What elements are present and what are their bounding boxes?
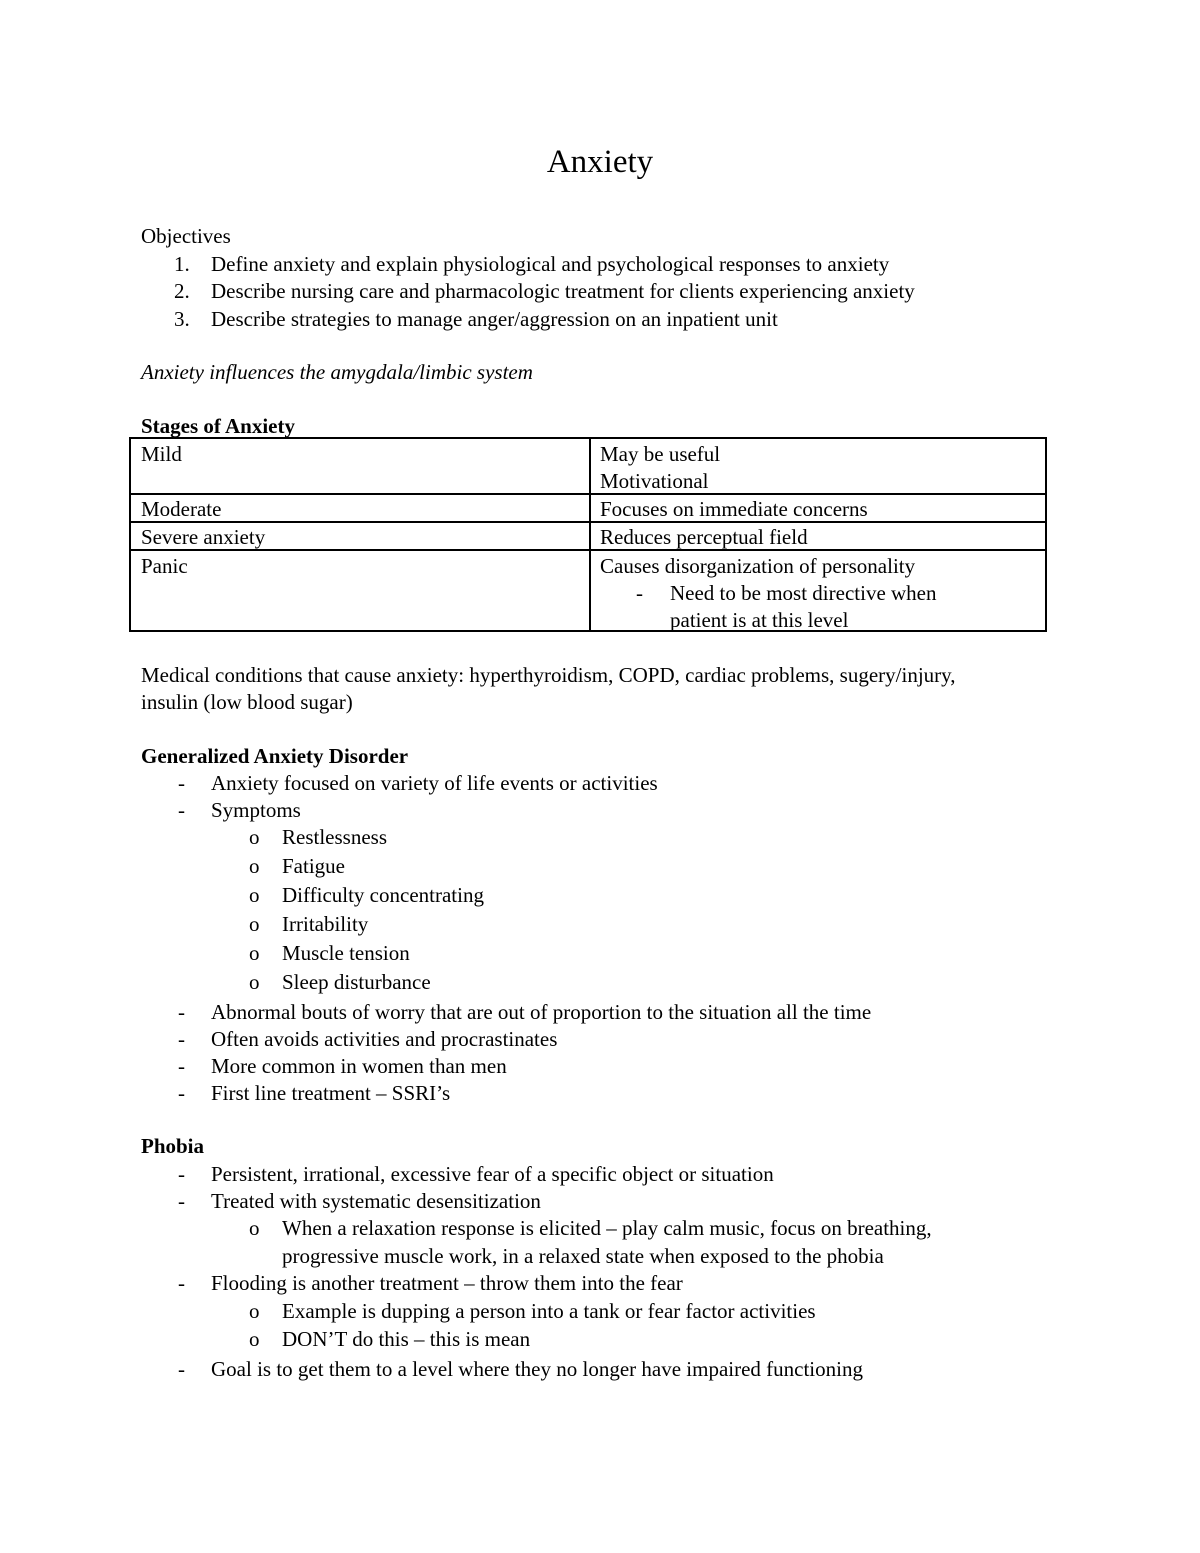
list-item: Persistent, irrational, excessive fear of a specific object or situation (211, 1162, 774, 1186)
list-item: Anxiety focused on variety of life events or activities (211, 771, 658, 795)
bullet-circle: o (249, 854, 260, 878)
list-item: Symptoms (211, 798, 301, 822)
stages-heading: Stages of Anxiety (141, 414, 295, 438)
table-cell-subitem: Need to be most directive when (670, 581, 937, 605)
symptom-item: Sleep disturbance (282, 970, 431, 994)
bullet-circle: o (249, 1327, 260, 1351)
bullet-circle: o (249, 883, 260, 907)
table-row-divider (131, 521, 1045, 523)
sub-list-item: DON’T do this – this is mean (282, 1327, 531, 1351)
bullet-dash: - (178, 1189, 185, 1213)
list-item: Treated with systematic desensitization (211, 1189, 541, 1213)
bullet-dash: - (178, 1054, 185, 1078)
table-cell-desc: Focuses on immediate concerns (600, 497, 868, 521)
list-item: Describe nursing care and pharmacologic treatment for clients experiencing anxiety (211, 279, 915, 303)
table-cell-desc: Causes disorganization of personality (600, 554, 916, 578)
table-cell-desc: Reduces perceptual field (600, 525, 808, 549)
table-cell-desc: May be useful (600, 442, 721, 466)
bullet-circle: o (249, 1299, 260, 1323)
bullet-dash: - (178, 1271, 185, 1295)
bullet-dash: - (178, 1357, 185, 1381)
medical-conditions-line: Medical conditions that cause anxiety: hyperthyroidism, COPD, cardiac problems, sugery/injury, (141, 663, 956, 687)
list-item: Flooding is another treatment – throw them into the fear (211, 1271, 683, 1295)
table-cell-stage: Severe anxiety (141, 525, 266, 549)
list-item: Abnormal bouts of worry that are out of proportion to the situation all the time (211, 1000, 872, 1024)
list-item: Often avoids activities and procrastinates (211, 1027, 558, 1051)
phobia-heading: Phobia (141, 1134, 205, 1158)
sub-list-item: progressive muscle work, in a relaxed state when exposed to the phobia (282, 1244, 884, 1268)
list-number: 1. (174, 252, 190, 276)
table-cell-stage: Moderate (141, 497, 222, 521)
page-title: Anxiety (546, 144, 654, 180)
symptom-item: Muscle tension (282, 941, 410, 965)
table-cell-stage: Mild (141, 442, 182, 466)
list-item: First line treatment – SSRI’s (211, 1081, 451, 1105)
sub-list-item: Example is dupping a person into a tank or fear factor activities (282, 1299, 816, 1323)
medical-conditions-line: insulin (low blood sugar) (141, 690, 353, 714)
objectives-heading: Objectives (141, 224, 231, 248)
bullet-dash: - (178, 1000, 185, 1024)
symptom-item: Difficulty concentrating (282, 883, 484, 907)
table-cell-desc: Motivational (600, 469, 709, 493)
list-item: Define anxiety and explain physiological and psychological responses to anxiety (211, 252, 890, 276)
amygdala-note: Anxiety influences the amygdala/limbic system (141, 360, 533, 384)
table-row-divider (131, 493, 1045, 495)
bullet-circle: o (249, 941, 260, 965)
list-number: 3. (174, 307, 190, 331)
bullet-circle: o (249, 825, 260, 849)
bullet-dash: - (178, 798, 185, 822)
list-item: Describe strategies to manage anger/aggression on an inpatient unit (211, 307, 778, 331)
table-row-divider (131, 549, 1045, 551)
bullet-circle: o (249, 912, 260, 936)
symptom-item: Restlessness (282, 825, 387, 849)
bullet-dash: - (178, 1081, 185, 1105)
table-cell-stage: Panic (141, 554, 188, 578)
symptom-item: Fatigue (282, 854, 345, 878)
bullet-dash: - (178, 771, 185, 795)
gad-heading: Generalized Anxiety Disorder (141, 744, 409, 768)
list-number: 2. (174, 279, 190, 303)
table-column-divider (589, 439, 591, 630)
list-item: Goal is to get them to a level where they no longer have impaired functioning (211, 1357, 863, 1381)
bullet-dash: - (636, 581, 643, 605)
bullet-circle: o (249, 970, 260, 994)
symptom-item: Irritability (282, 912, 369, 936)
bullet-circle: o (249, 1216, 260, 1240)
table-cell-subitem: patient is at this level (670, 608, 849, 632)
bullet-dash: - (178, 1027, 185, 1051)
sub-list-item: When a relaxation response is elicited – play calm music, focus on breathing, (282, 1216, 932, 1240)
list-item: More common in women than men (211, 1054, 507, 1078)
bullet-dash: - (178, 1162, 185, 1186)
